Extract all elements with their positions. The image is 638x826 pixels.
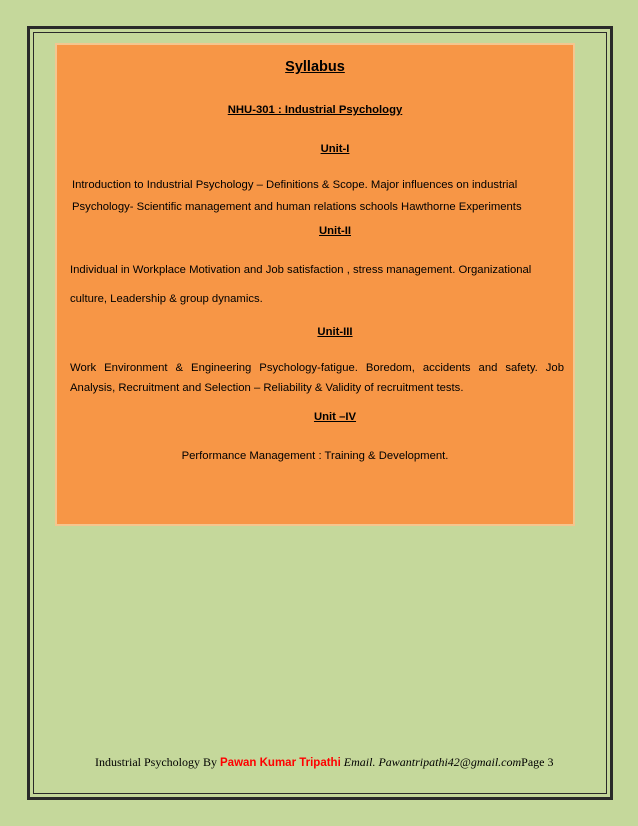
unit-3-heading: Unit-III bbox=[317, 326, 353, 338]
unit-1-heading: Unit-I bbox=[320, 143, 350, 155]
footer-author: Pawan Kumar Tripathi bbox=[220, 757, 341, 769]
unit-3-text: Work Environment & Engineering Psychology-fatigue. Boredom, accidents and safety. Job Analysis, Recruitment and Selection – Reliability & Validity of recruitment tests. bbox=[70, 362, 564, 394]
footer-email: Email. Pawantripathi42@gmail.com bbox=[340, 755, 522, 769]
footer-prefix: Industrial Psychology By bbox=[95, 755, 220, 769]
syllabus-box bbox=[55, 43, 575, 526]
unit-4-text: Performance Management : Training & Development. bbox=[181, 450, 449, 462]
footer-page-number: Page 3 bbox=[521, 755, 554, 769]
unit-2-heading: Unit-II bbox=[319, 225, 351, 237]
unit-1-text: Introduction to Industrial Psychology – Definitions & Scope. Major influences on industrial Psychology- Scientific management and human relations schools Hawthorne Experiments bbox=[72, 179, 522, 213]
unit-4-heading: Unit –IV bbox=[313, 411, 357, 423]
unit-2-text: Individual in Workplace Motivation and Job satisfaction , stress management. Organizational culture, Leadership & group dynamics. bbox=[70, 264, 532, 305]
syllabus-title: Syllabus bbox=[285, 59, 345, 75]
page-footer bbox=[95, 755, 553, 770]
course-title: NHU-301 : Industrial Psychology bbox=[227, 104, 403, 116]
